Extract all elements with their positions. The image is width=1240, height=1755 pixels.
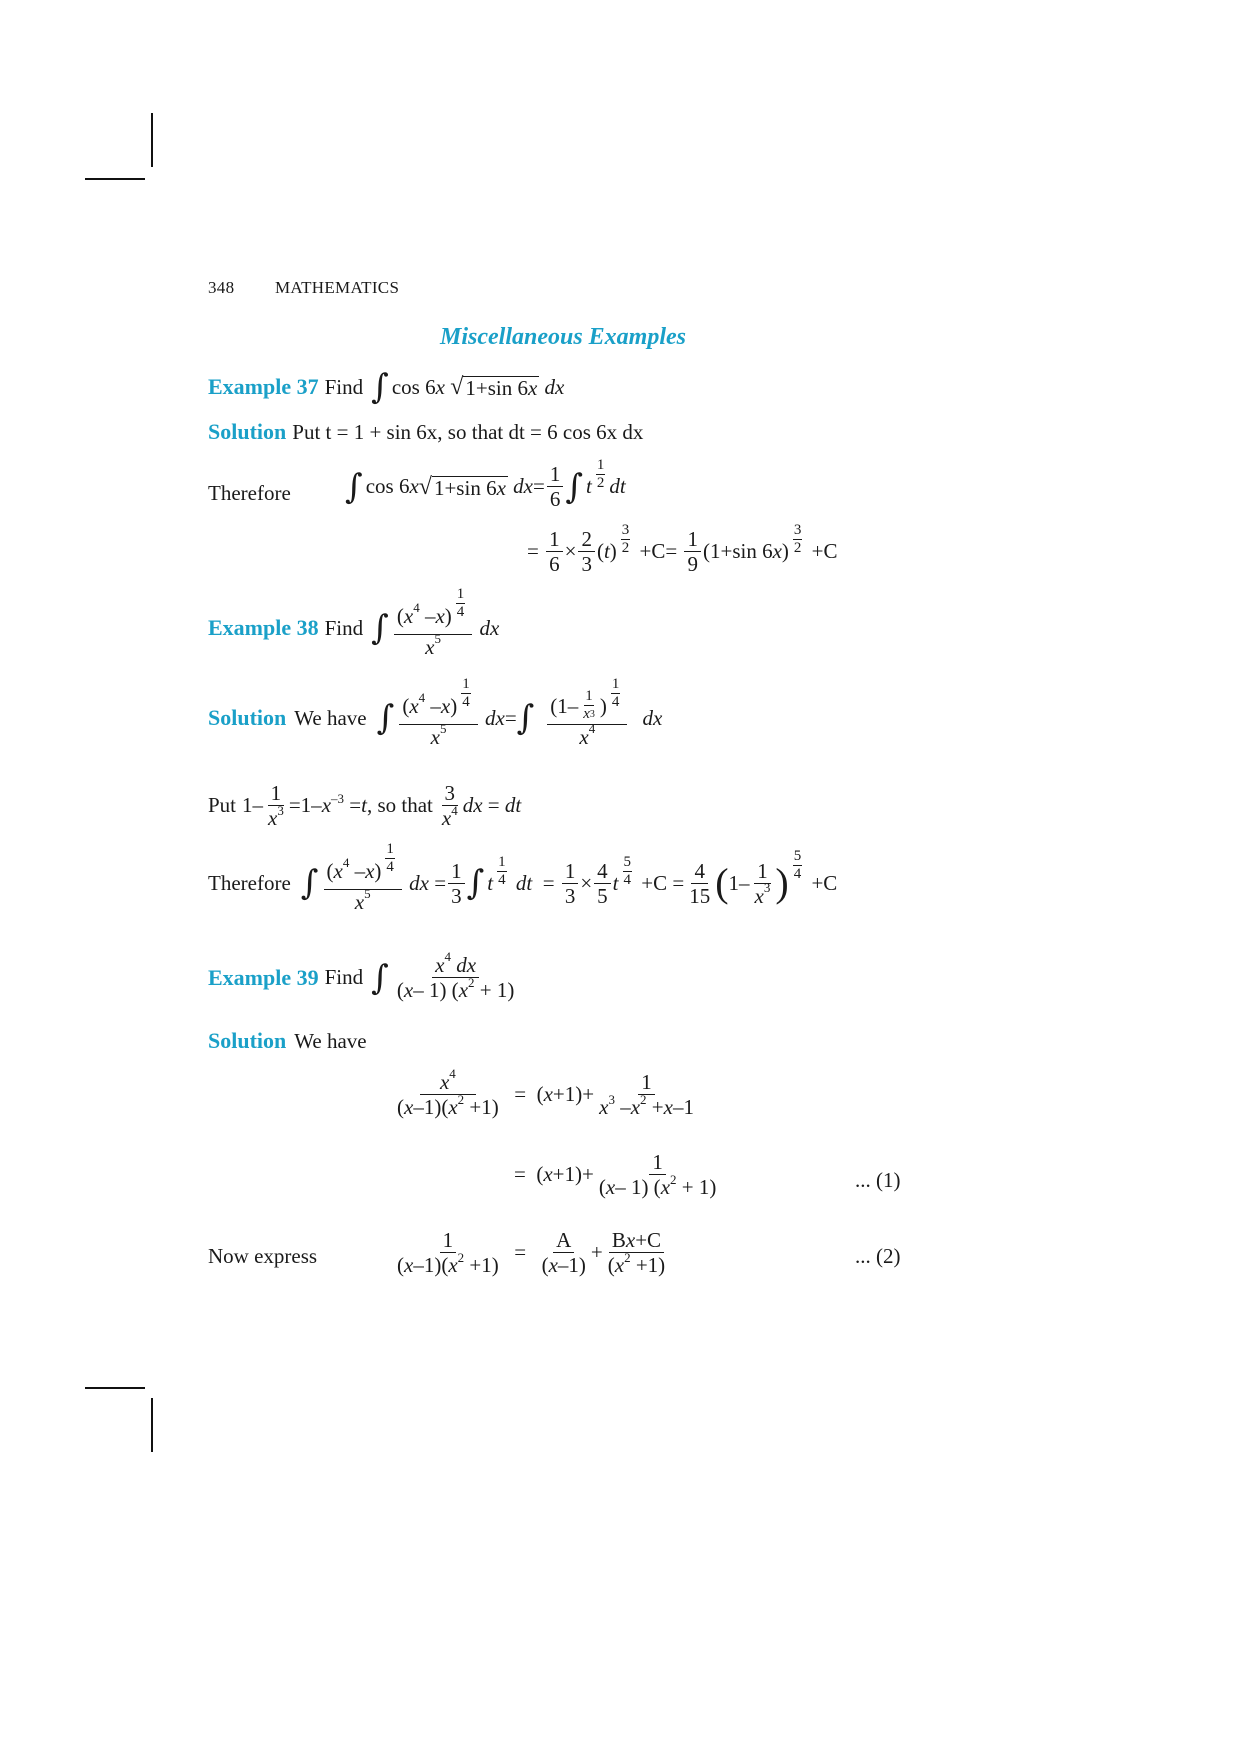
running-header: MATHEMATICS <box>275 278 400 297</box>
example-38-put: Put <box>208 793 237 818</box>
example-39-now-express: Now express <box>208 1244 318 1268</box>
example-38-result <box>208 841 838 914</box>
example-39-label: Example 39 <box>208 964 319 990</box>
equation-2-tag: ... (2) <box>855 1244 901 1268</box>
example-39-find: Find <box>324 965 364 990</box>
page-number: 348 <box>208 278 235 297</box>
example-38-therefore: Therefore <box>208 870 291 895</box>
example-38-label: Example 38 <box>208 615 319 641</box>
example-38-so-that: so that <box>377 793 433 818</box>
example-39-statement <box>208 949 519 1003</box>
example-38-differential: 3 x 4 dx = dt <box>441 781 522 831</box>
example-39-division: x 4 ( x –1)( x 2 +1) = ( x +1)+ 1 x 3 – x 2 + x –1 <box>397 1066 694 1120</box>
crop-mark-bottom-vertical <box>151 1398 153 1452</box>
example-38-integral: ∫ ( x 4 – x ) 1 4 x 5 dx <box>371 586 500 659</box>
example-37-solution-label: Solution <box>208 419 287 444</box>
example-38-step-1: ∫ ( x 4 – x ) 1 4 x 5 dx = ∫ (1– 1 x 3 ) 1 4 x 4 dx <box>376 676 663 749</box>
example-38-substitution <box>208 781 521 830</box>
example-38-substitution-math: 1– 1 x 3 =1– x –3 = t , <box>242 781 378 831</box>
example-37-statement <box>208 367 565 407</box>
example-37-integral: ∫ cos 6 x √ 1+sin 6x dx <box>371 367 565 407</box>
example-38-result-math: ∫ ( x 4 – x ) 1 4 x 5 dx = 1 3 ∫ t 1 4 dt = 1 3 × 4 5 t 5 4 +C = 4 15 ( 1– 1 x 3 ) 5 4 +C <box>300 841 838 914</box>
example-39-solution-label: Solution <box>208 1028 287 1053</box>
example-37-step-1: ∫ cos 6 x √ 1+sin 6x dx = 1 6 ∫ t 1 2 dt <box>345 456 626 512</box>
example-37-step-2: = 1 6 × 2 3 ( t ) 3 2 +C= 1 9 (1+sin 6 x ) 3 2 +C <box>527 521 838 577</box>
example-38-statement <box>208 586 500 659</box>
crop-mark-top-vertical <box>151 113 153 167</box>
example-39-equation-1: = ( x +1)+ 1 ( x – 1) ( x 2 + 1) <box>514 1150 717 1200</box>
example-37-find: Find <box>324 374 364 399</box>
example-38-solution <box>208 676 663 749</box>
example-38-find: Find <box>324 615 364 640</box>
crop-mark-bottom-horizontal <box>85 1387 145 1389</box>
example-37-solution-text: Put t = 1 + sin 6x, so that dt = 6 cos 6x dx <box>292 420 644 444</box>
example-37-solution <box>208 419 643 445</box>
example-39-solution <box>208 1028 367 1054</box>
example-37-label: Example 37 <box>208 374 319 399</box>
example-38-we-have: We have <box>294 705 367 730</box>
crop-mark-top-horizontal <box>85 178 145 180</box>
example-39-we-have: We have <box>294 1029 367 1053</box>
example-39-equation-2: 1 ( x –1)( x 2 +1) = A ( x –1) + B x +C ( x 2 +1) <box>397 1228 666 1278</box>
equation-1-tag: ... (1) <box>855 1168 901 1192</box>
example-37-therefore: Therefore <box>208 481 291 505</box>
example-39-integral: ∫ x 4 dx ( x – 1) ( x 2 + 1) <box>371 949 515 1003</box>
example-38-solution-label: Solution <box>208 705 287 731</box>
section-title: Miscellaneous Examples <box>440 324 687 350</box>
